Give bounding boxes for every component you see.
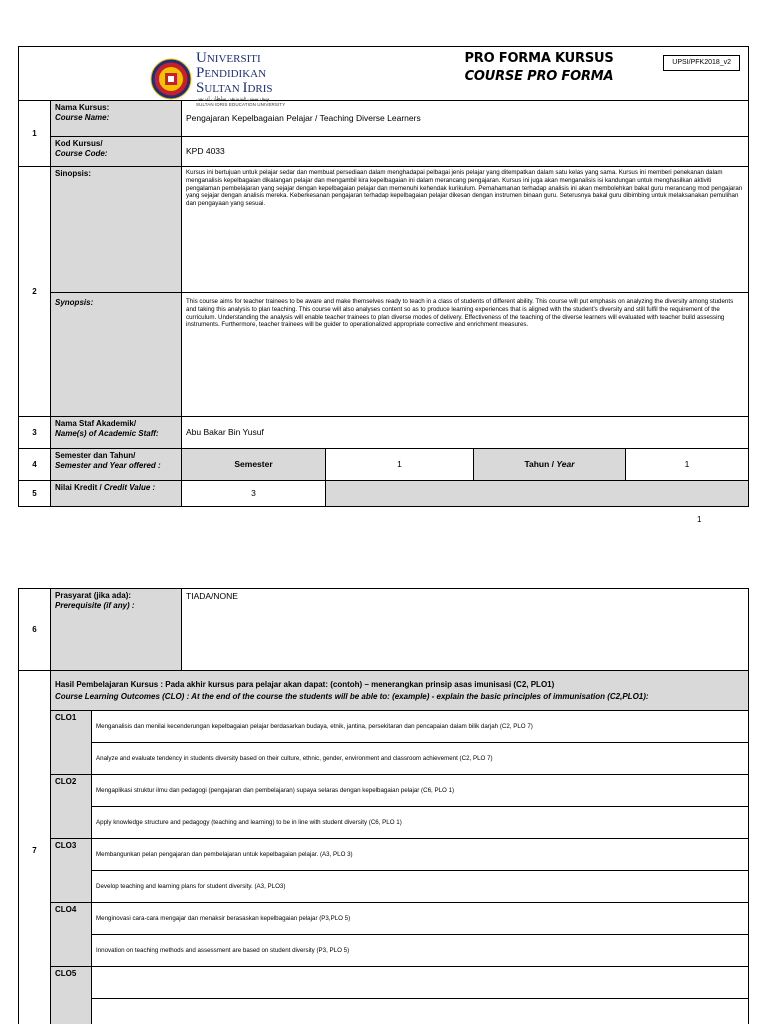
semester-value: 1 [326, 449, 474, 481]
clo-heading-ms: Hasil Pembelajaran Kursus : Pada akhir kursus para pelajar akan dapat: (contoh) – menerangkan prinsip asas imunisasi (C2, PLO1) [55, 679, 555, 689]
clo-row [19, 903, 749, 935]
semester-label: Semester [182, 449, 326, 481]
sinopsis-label: Sinopsis: [51, 167, 182, 293]
row-number: 7 [19, 671, 51, 1024]
clo-row [19, 839, 749, 871]
row-number: 5 [19, 481, 51, 507]
clo-text-ms [92, 967, 749, 999]
clo-text-ms: Menginovasi cara-cara mengajar dan menaksir berasaskan kepelbagaian pelajar (P3,PLO 5) [92, 903, 749, 935]
prerequisite-value: TIADA/NONE [182, 589, 749, 671]
row-course-code [19, 137, 749, 167]
clo-id: CLO3 [51, 839, 92, 903]
university-seal-icon [150, 58, 192, 100]
clo-heading-en: Course Learning Outcomes (CLO) : At the end of the course the students will be able to: (example) - explain the basic principles of immunisation (C2,PLO1): [55, 691, 649, 701]
clo-row [19, 871, 749, 903]
clo-text-en: Develop teaching and learning plans for student diversity. (A3, PLO3) [92, 871, 749, 903]
academic-staff-value: Abu Bakar Bin Yusuf [182, 417, 749, 449]
row-academic-staff [19, 417, 749, 449]
clo-text-en [92, 999, 749, 1024]
row-number: 2 [19, 167, 51, 417]
row-sinopsis [19, 167, 749, 293]
university-name-line1: UNIVERSITI [196, 50, 261, 66]
course-name-value: Pengajaran Kepelbagaian Pelajar / Teaching Diverse Learners [182, 101, 749, 137]
course-proforma-table-page2 [18, 588, 749, 1024]
clo-text-en: Innovation on teaching methods and assessment are based on student diversity (P3, PLO 5) [92, 935, 749, 967]
clo-row [19, 711, 749, 743]
clo-row [19, 967, 749, 999]
prerequisite-label: Prasyarat (jika ada): Prerequisite (if any) : [51, 589, 182, 671]
course-code-value: KPD 4033 [182, 137, 749, 167]
row-number: 6 [19, 589, 51, 671]
document-title: PRO FORMA KURSUS [464, 51, 614, 66]
university-logo [150, 51, 285, 108]
row-semester-year [19, 449, 749, 481]
clo-id: CLO4 [51, 903, 92, 967]
row-number: 4 [19, 449, 51, 481]
academic-staff-label: Nama Staf Akademik/ Name(s) of Academic Staff: [51, 417, 182, 449]
clo-text-ms: Membangunkan pelan pengajaran dan pembelajaran untuk kepelbagaian pelajar. (A3, PLO 3) [92, 839, 749, 871]
university-motto: ونيۏرسيتي ڤنديديقن سلطان ادريس [196, 96, 270, 102]
clo-text-en: Analyze and evaluate tendency in students diversity based on their culture, ethnic, gender, environment and classroom achievement (C2, PLO 7) [92, 743, 749, 775]
row-credit-value [19, 481, 749, 507]
year-label: Tahun / Year [474, 449, 626, 481]
clo-row [19, 807, 749, 839]
clo-id: CLO2 [51, 775, 92, 839]
university-name-line2: PENDIDIKAN [196, 65, 267, 81]
synopsis-label: Synopsis: [51, 293, 182, 417]
credit-empty-cell [326, 481, 749, 507]
university-subtitle: SULTAN IDRIS EDUCATION UNIVERSITY [196, 102, 286, 107]
course-name-label: Nama Kursus: Course Name: [51, 101, 182, 137]
row-number: 3 [19, 417, 51, 449]
semester-year-label: Semester dan Tahun/ Semester and Year offered : [51, 449, 182, 481]
clo-heading [51, 671, 749, 711]
synopsis-value: This course aims for teacher trainees to be aware and make themselves ready to teach in a class of students of different ability. This course will put emphasis on analyzing the diversity among students and taking this analysis to plan teaching. This course will also analyses content so as to produce learning experiences that is aligned with the student's diversity and still fulfil the requirement of the curriculum. Understanding the analysis will enable teacher trainees to plan diverse modes of delivery. Effectiveness of the teaching of the diverse learners will evaluated with teacher build assessing instruments. Furthermore, teacher trainees will be guider to operationalized appropriate corrective and enrichment measures. [182, 293, 749, 417]
clo-id: CLO5 [51, 967, 92, 1024]
clo-row [19, 775, 749, 807]
header-row [19, 47, 749, 101]
row-course-name [19, 101, 749, 137]
row-clo-heading [19, 671, 749, 711]
row-synopsis [19, 293, 749, 417]
course-code-label: Kod Kursus/ Course Code: [51, 137, 182, 167]
clo-row [19, 743, 749, 775]
credit-value: 3 [182, 481, 326, 507]
year-value: 1 [626, 449, 749, 481]
sinopsis-value: Kursus ini bertujuan untuk pelajar sedar dan membuat persediaan dalam menghadapai pelbagai jenis pelajar yang ditempatkan dalam satu kelas yang sama. Kursus ini memberi penekanan dalam menganalisis kepelbagaian dikalangan pelajar dan mengambil kira kepelbagaian ini dalam merancang pengajaran. Kursus ini juga akan menganalisis isi kandungan untuk menghasilkan aktiviti pengalaman pembelajaran yang sejajar dengan kepelbagaian pelajar dan memenuhi kehendak kurikulum. Pemahamanan terhadap analisis ini akan membolehkan bakal guru merancang mod pengajaran yang sejajar dengan analisis mereka. Keberkesanan pengajaran terhadap kepelbagaian pelajar dikesan dengan instrumen binaan guru. Seterusnya bakal guru dibimbing untuk melaksanakan pemulihan dan pengayaan yang sesuai. [182, 167, 749, 293]
row-prerequisite [19, 589, 749, 671]
clo-text-ms: Menganalisis dan menilai kecenderungan kepelbagaian pelajar berdasarkan budaya, etnik, jantina, persekitaran dan pencapaian dalam bilik darjah (C2, PLO 7) [92, 711, 749, 743]
document-subtitle: COURSE PRO FORMA [464, 68, 614, 84]
header-cell [19, 47, 749, 107]
course-proforma-table [18, 46, 749, 507]
clo-row [19, 999, 749, 1024]
page-number: 1 [697, 515, 702, 524]
clo-text-en: Apply knowledge structure and pedagogy (teaching and learning) to be in line with student diversity (C6, PLO 1) [92, 807, 749, 839]
row-number: 1 [19, 101, 51, 167]
clo-id: CLO1 [51, 711, 92, 775]
credit-value-label: Nilai Kredit / Credit Value : [51, 481, 182, 507]
university-name-line3: SULTAN IDRIS [196, 80, 273, 96]
clo-row [19, 935, 749, 967]
clo-text-ms: Mengaplikasi struktur ilmu dan pedagogi (pengajaran dan pembelajaran) supaya selaras dengan kepelbagaian pelajar (C6, PLO 1) [92, 775, 749, 807]
document-code: UPSI/PFK2018_v2 [663, 55, 740, 71]
